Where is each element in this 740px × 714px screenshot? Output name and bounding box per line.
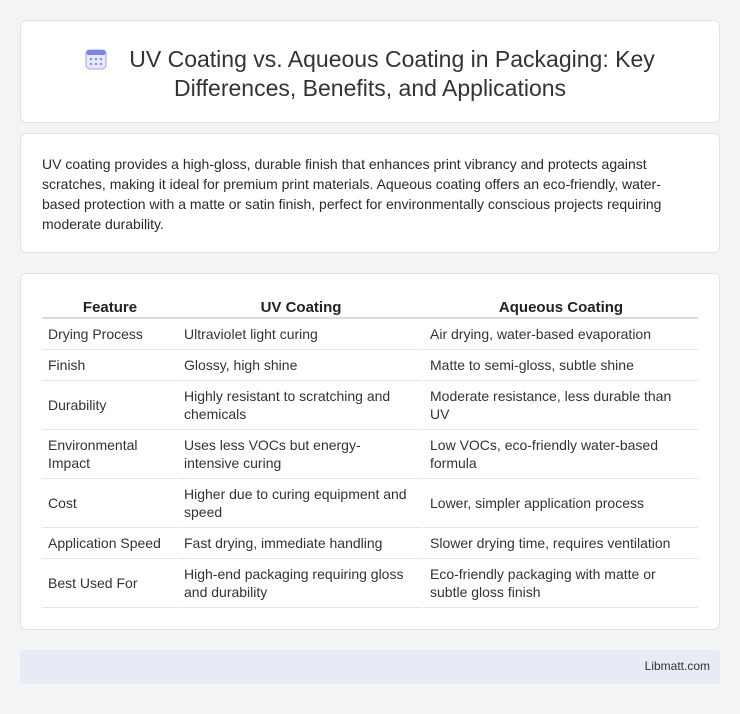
summary-text: UV coating provides a high-gloss, durable finish that enhances print vibrancy and protects against scratches, making it ideal for premium print materials. Aqueous coating offers an eco-friendly, water-based protection with a matte or satin finish, perfect for environmentally conscious projects requiring moderate durability. bbox=[42, 156, 662, 232]
calendar-icon bbox=[85, 48, 107, 70]
header-feature: Feature bbox=[42, 294, 178, 319]
uv-cell: Higher due to curing equipment and speed bbox=[178, 479, 424, 528]
aqueous-cell: Air drying, water-based evaporation bbox=[424, 319, 698, 350]
comparison-card bbox=[20, 273, 720, 630]
aqueous-cell: Moderate resistance, less durable than UV bbox=[424, 381, 698, 430]
uv-cell: Fast drying, immediate handling bbox=[178, 528, 424, 559]
page-title: UV Coating vs. Aqueous Coating in Packaging: Key Differences, Benefits, and Applications bbox=[129, 46, 655, 101]
table-row bbox=[42, 479, 698, 528]
feature-cell: Finish bbox=[42, 350, 178, 381]
header-aqueous-coating: Aqueous Coating bbox=[424, 294, 698, 319]
comparison-table bbox=[42, 294, 698, 608]
table-row bbox=[42, 430, 698, 479]
feature-cell: Best Used For bbox=[42, 559, 178, 608]
aqueous-cell: Matte to semi-gloss, subtle shine bbox=[424, 350, 698, 381]
uv-cell: High-end packaging requiring gloss and durability bbox=[178, 559, 424, 608]
table-row bbox=[42, 528, 698, 559]
feature-cell: Application Speed bbox=[42, 528, 178, 559]
title-card bbox=[20, 20, 720, 123]
header-uv-coating: UV Coating bbox=[178, 294, 424, 319]
aqueous-cell: Eco-friendly packaging with matte or subtle gloss finish bbox=[424, 559, 698, 608]
uv-cell: Glossy, high shine bbox=[178, 350, 424, 381]
table-row bbox=[42, 319, 698, 350]
table-header-row bbox=[42, 294, 698, 319]
uv-cell: Ultraviolet light curing bbox=[178, 319, 424, 350]
aqueous-cell: Lower, simpler application process bbox=[424, 479, 698, 528]
footer-brand-link[interactable]: Libmatt.com bbox=[644, 659, 710, 673]
page-title-wrap bbox=[21, 45, 719, 103]
feature-cell: Durability bbox=[42, 381, 178, 430]
aqueous-cell: Slower drying time, requires ventilation bbox=[424, 528, 698, 559]
uv-cell: Highly resistant to scratching and chemicals bbox=[178, 381, 424, 430]
table-row bbox=[42, 559, 698, 608]
table-row bbox=[42, 350, 698, 381]
footer-bar bbox=[20, 650, 720, 684]
feature-cell: Drying Process bbox=[42, 319, 178, 350]
feature-cell: Environmental Impact bbox=[42, 430, 178, 479]
uv-cell: Uses less VOCs but energy-intensive curing bbox=[178, 430, 424, 479]
table-row bbox=[42, 381, 698, 430]
aqueous-cell: Low VOCs, eco-friendly water-based formula bbox=[424, 430, 698, 479]
summary-card bbox=[20, 133, 720, 253]
feature-cell: Cost bbox=[42, 479, 178, 528]
